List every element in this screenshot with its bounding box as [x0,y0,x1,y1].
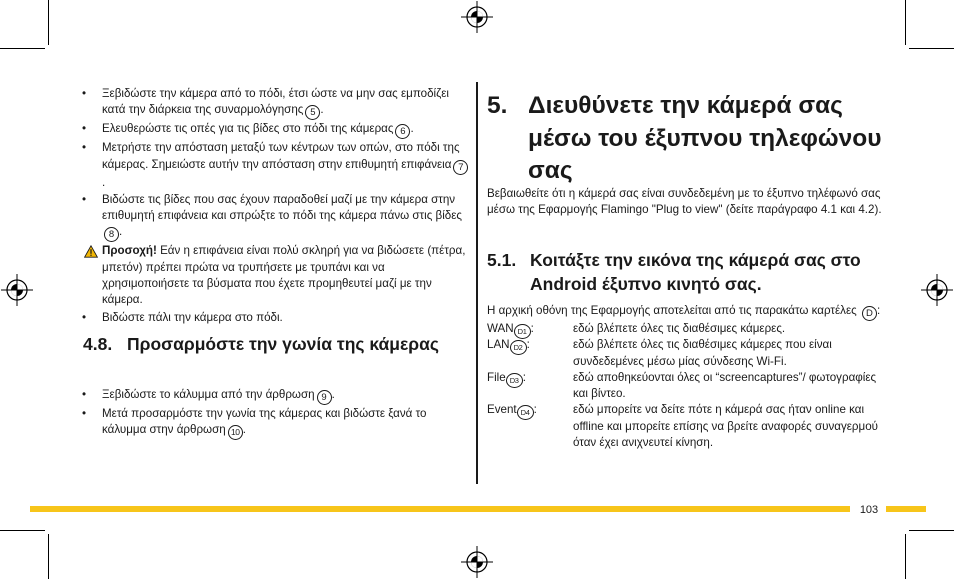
list-item [80,192,470,243]
crop-mark-bottom-right-v [905,534,906,579]
figure-ref: 7 [453,160,468,175]
punctuation: . [410,122,414,136]
punctuation: . [331,388,335,401]
column-divider [476,82,478,484]
section-number: 5.1. [487,250,517,270]
bullet: • [82,388,87,401]
punctuation: : [533,403,537,417]
section-title: Διευθύνετε την κάμερά σας μέσω του έξυπνου τηλεφώνου σας [528,92,882,184]
registration-mark-icon [921,274,953,306]
warning-label: Προσοχή! [102,244,157,258]
tab-name: Event [487,403,517,417]
registration-mark-icon [461,1,493,33]
intro-text: Η αρχική οθόνη της Εφαρμογής αποτελείται από τις παρακάτω καρτέλες [487,304,857,317]
crop-mark-bottom-left-h [0,530,45,531]
tab-name: LAN [487,338,510,352]
tab-description-row [487,370,887,403]
list-item [80,121,470,139]
bullet: • [82,122,87,136]
left-column [80,86,470,327]
figure-ref: 5 [305,105,320,120]
list-item-text: Μετά προσαρμόστε την γωνία της κάμερας και βιδώστε ξανά το κάλυμμα στην άρθρωση [102,407,427,437]
tab-label [487,370,526,388]
tab-label [487,337,530,355]
bullet: • [82,87,87,100]
section-number: 5. [487,92,508,119]
section-number: 4.8. [83,334,113,354]
crop-mark-top-left-v [48,0,49,45]
list-item-text: Ξεβιδώστε την κάμερα από το πόδι, έτσι ώστε να μην σας εμποδίζει κατά την διάρκεια της συναρμολόγησης [102,87,449,117]
punctuation: : [526,338,530,352]
section-title: Κοιτάξτε την εικόνα της κάμερά σας στο Android έξυπνο κινητό σας. [530,250,861,294]
footer-bar-right [886,506,926,512]
section-5-paragraph: Βεβαιωθείτε ότι η κάμερά σας είναι συνδεδεμένη με το έξυπνο τηλέφωνό σας μέσω της Εφαρμογής Flamingo "Plug to view" (δείτε παράγραφο 4.1 και 4.2). [487,187,882,217]
warning-triangle-icon [84,245,98,258]
bullet: • [82,407,87,420]
crop-mark-bottom-left-v [48,534,49,579]
tab-label [487,402,537,420]
crop-mark-top-right-h [909,48,954,49]
figure-ref: D3 [506,373,523,388]
punctuation: . [320,103,324,117]
tab-description: εδώ αποθηκεύονται όλες οι “screencaptures”/ φωτογραφίες και βίντεο. [573,370,877,401]
figure-ref: D2 [510,340,527,355]
crop-mark-bottom-right-h [909,530,954,531]
tab-description: εδώ βλέπετε όλες τις διαθέσιμες κάμερες. [573,322,786,335]
tab-description-row [487,321,887,337]
list-item-text: Ελευθερώστε τις οπές για τις βίδες στο πόδι της κάμερας [102,122,394,136]
punctuation: . [119,225,123,239]
page-number: 103 [852,502,886,518]
intro-paragraph [487,303,887,321]
tab-description-row [487,337,887,370]
punctuation: . [242,423,246,437]
figure-ref: 10 [228,425,243,440]
tab-description: εδώ βλέπετε όλες τις διαθέσιμες κάμερες που είναι συνδεδεμένες μέσω μίας σύνδεσης Wi-Fi. [573,338,832,368]
tab-name: File [487,370,506,384]
warning-note [80,243,470,308]
section-title: Προσαρμόστε την γωνία της κάμερας [127,334,439,354]
list-item-text: Βιδώστε τις βίδες που σας έχουν παραδοθεί μαζί με την κάμερα στην επιθυμητή επιφάνεια και σπρώξτε το πόδι της κάμερα πάνω στις βίδες [102,192,462,223]
list-item [80,406,470,440]
registration-mark-icon [461,546,493,578]
crop-mark-top-right-v [905,0,906,45]
bullet: • [82,192,87,206]
list-item-text: Βιδώστε πάλι την κάμερα στο πόδι. [102,310,283,324]
warning-text: Εάν η επιφάνεια είναι πολύ σκληρή για να βιδώσετε (πέτρα, μπετόν) πρέπει πρώτα να τρυπήσετε με τρυπάνι και να χρησιμοποιήσετε τα βύσματα που έχετε προμηθευτεί μαζί με την κάμερα. [102,244,466,307]
left-column-list-2 [80,387,470,441]
punctuation: : [530,322,534,335]
list-item-text: Μετρήστε την απόσταση μεταξύ των κέντρων των οπών, στο πόδι της κάμερας. Σημειώστε αυτήν την απόσταση στην επιθυμητή επιφάνεια [102,141,460,171]
figure-ref: 9 [317,390,332,405]
figure-ref: D4 [517,405,534,420]
tab-description-row [487,402,887,451]
figure-ref: 8 [104,227,119,242]
tab-name: WAN [487,322,514,335]
list-item [80,140,470,191]
list-item [80,387,470,405]
list-item-text: Ξεβιδώστε το κάλυμμα από την άρθρωση [102,388,315,401]
punctuation: : [876,304,881,317]
figure-ref: D1 [514,324,531,339]
section-5-1-body [487,303,887,451]
crop-mark-top-left-h [0,48,45,49]
bullet: • [82,141,87,155]
figure-ref: 6 [395,124,410,139]
list-item [80,310,470,326]
bullet: • [82,310,87,324]
tab-label [487,321,534,339]
tab-description: εδώ μπορείτε να δείτε πότε η κάμερά σας ήταν online και offline και μπορείτε επίσης να βρείτε αναφορές συναγερμού όταν έχει ανιχνευτεί κίνηση. [573,403,878,450]
punctuation: : [522,370,526,384]
figure-ref: D [862,306,877,321]
footer-bar-left [30,506,850,512]
list-item [80,86,470,120]
registration-mark-icon [1,274,33,306]
punctuation: . [102,175,106,189]
